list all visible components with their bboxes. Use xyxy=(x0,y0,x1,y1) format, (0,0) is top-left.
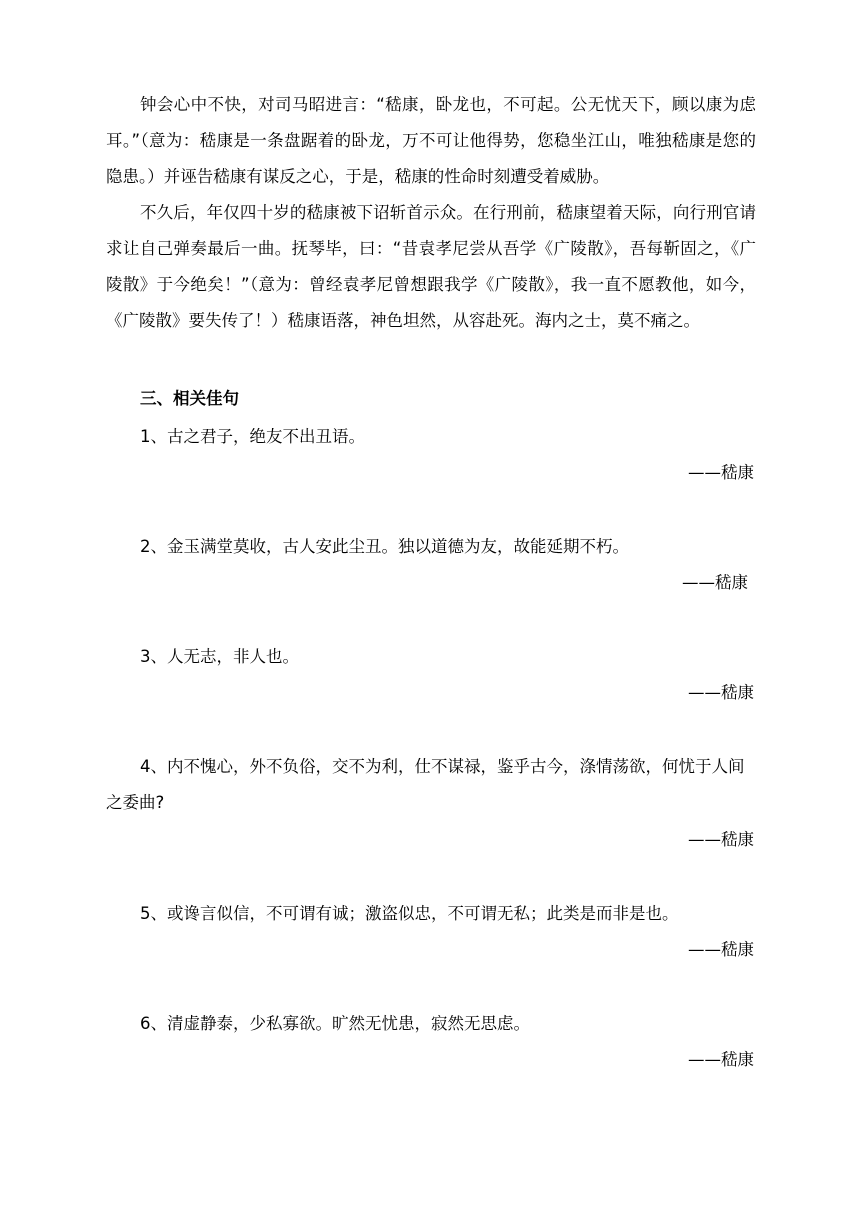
quote-text: 4、内不愧心，外不负俗，交不为利，仕不谋禄，鉴乎古今，涤情荡欲，何忧于人间之委曲? xyxy=(106,757,745,812)
quote-text: 3、人无志，非人也。 xyxy=(140,647,299,666)
quote-attribution: ——嵇康 xyxy=(688,830,754,849)
section-heading: 三、相关佳句 xyxy=(140,389,239,408)
quote-text: 5、或谗言似信，不可谓有诚；激盗似忠，不可谓无私；此类是而非是也。 xyxy=(140,904,679,923)
quote-text: 1、古之君子，绝友不出丑语。 xyxy=(140,427,365,446)
paragraph-zhong-hui: 钟会心中不快，对司马昭进言：“嵇康，卧龙也，不可起。公无忧天下，顾以康为虑耳。”（意为：嵇康是一条盘踞着的卧龙，万不可让他得势，您稳坐江山，唯独嵇康是您的隐患。）并诬告嵇康有谋反之心，于是，嵇康的性命时刻遭受着威胁。 xyxy=(106,95,756,186)
quote-text: 2、金玉满堂莫收，古人安此尘丑。独以道德为友，故能延期不朽。 xyxy=(140,537,629,556)
quote-attribution: ——嵇康 xyxy=(688,463,754,482)
quote-attribution: ——嵇康 xyxy=(682,573,748,592)
quote-attribution: ——嵇康 xyxy=(688,1050,754,1069)
quote-text: 6、清虚静泰，少私寡欲。旷然无忧患，寂然无思虑。 xyxy=(140,1014,530,1033)
quote-attribution: ——嵇康 xyxy=(688,940,754,959)
quote-attribution: ——嵇康 xyxy=(688,683,754,702)
paragraph-execution: 不久后，年仅四十岁的嵇康被下诏斩首示众。在行刑前，嵇康望着天际，向行刑官请求让自己弹奏最后一曲。抚琴毕，曰：“昔袁孝尼尝从吾学《广陵散》，吾每靳固之，《广陵散》于今绝矣！”（意为：曾经袁孝尼曾想跟我学《广陵散》，我一直不愿教他，如今，《广陵散》要失传了！）嵇康语落，神色坦然，从容赴死。海内之士，莫不痛之。 xyxy=(106,203,756,330)
